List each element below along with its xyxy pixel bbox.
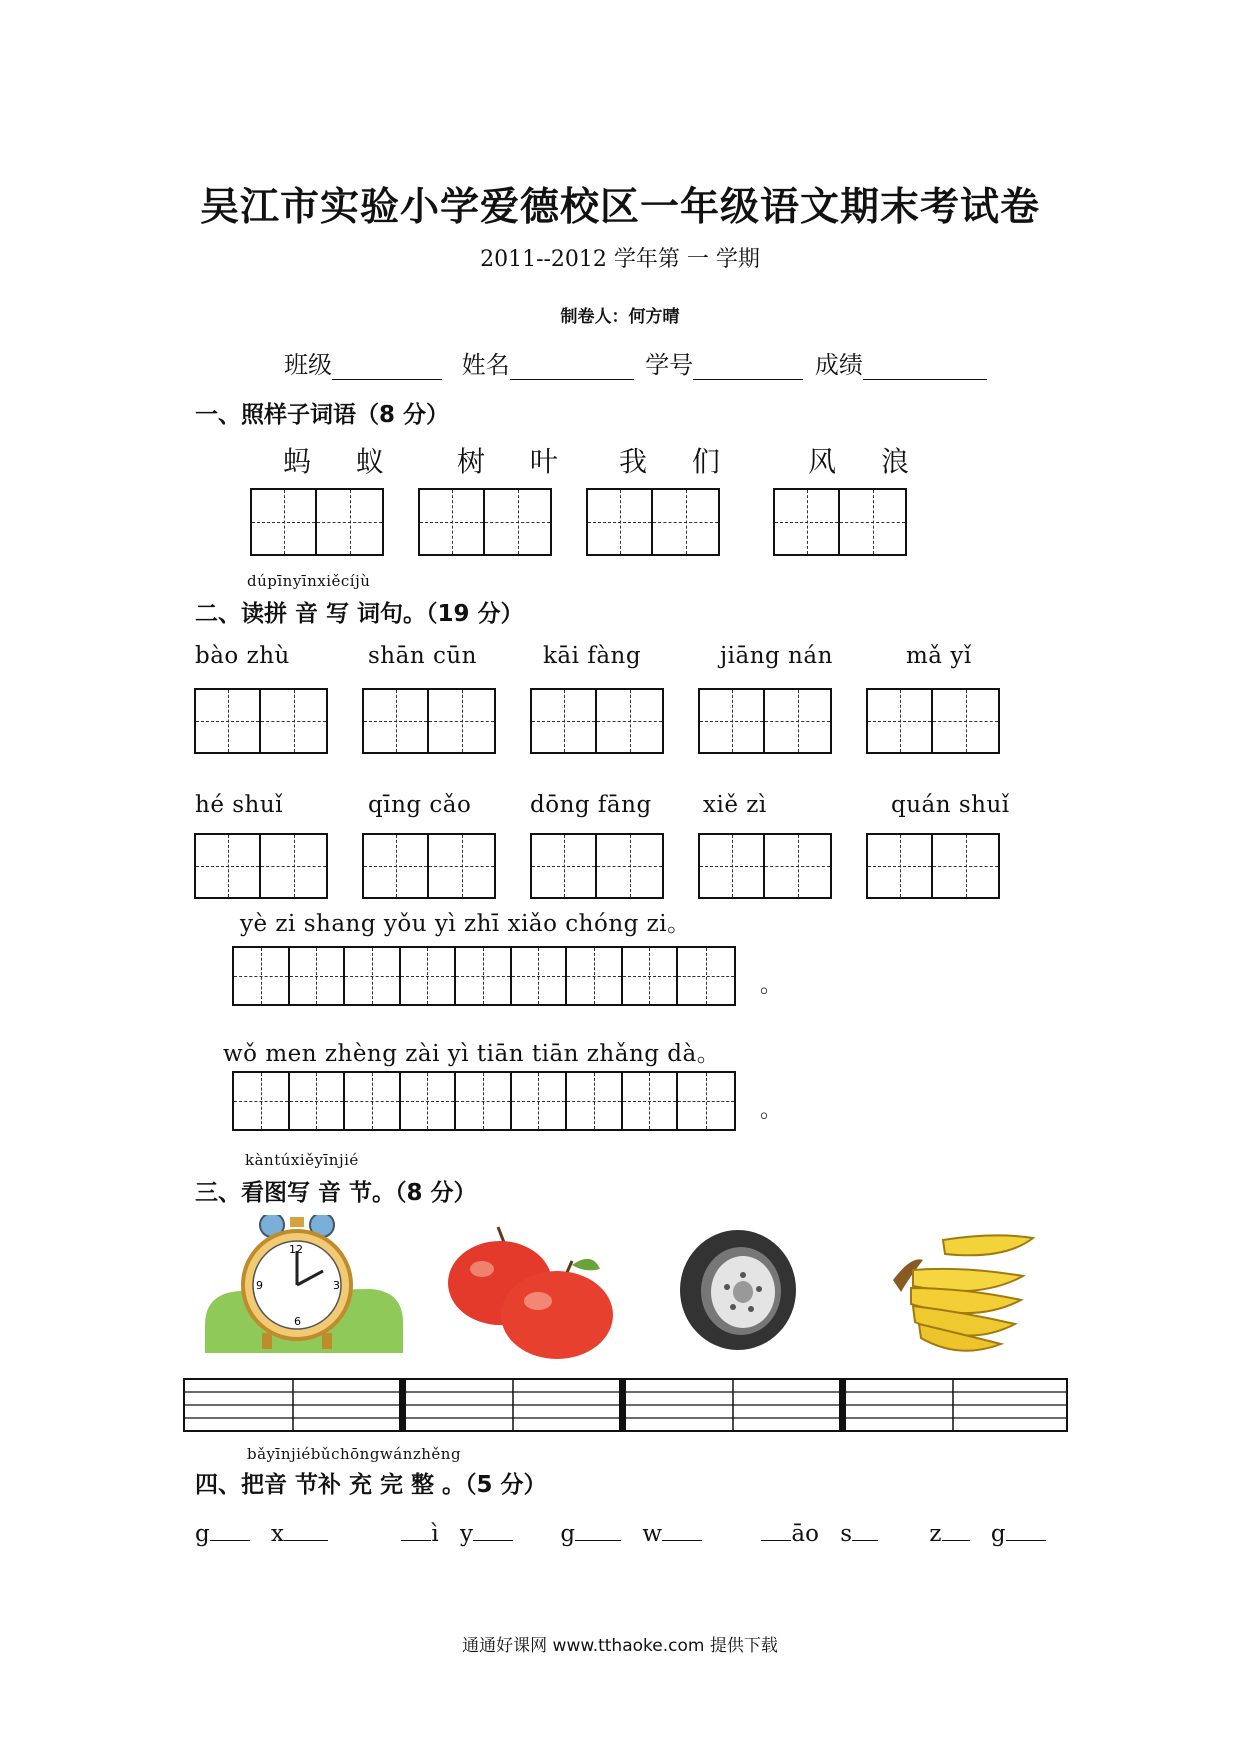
section1-heading: 一、照样子词语（8 分） bbox=[195, 402, 450, 428]
example-word: 蚂 蚁 bbox=[283, 445, 402, 478]
banana-icon bbox=[943, 1235, 1033, 1255]
writing-grid[interactable] bbox=[362, 833, 496, 899]
writing-grid[interactable] bbox=[194, 833, 328, 899]
syllable-item[interactable]: g bbox=[991, 1521, 1046, 1547]
syllable-item[interactable]: g bbox=[560, 1521, 621, 1547]
score-label: 成绩 bbox=[814, 351, 863, 379]
student-info-row bbox=[284, 345, 991, 380]
writing-grid[interactable] bbox=[362, 688, 496, 754]
syllable-item[interactable]: y bbox=[460, 1521, 513, 1547]
svg-text:6: 6 bbox=[294, 1315, 301, 1328]
section3-heading: 三、看图写 音 节。（8 分） bbox=[195, 1180, 477, 1206]
pinyin-word: bào zhù bbox=[195, 643, 290, 669]
pinyin-word: qīng cǎo bbox=[368, 792, 472, 818]
grid-cell[interactable] bbox=[623, 1073, 679, 1129]
pinyin-word: dōng fāng bbox=[530, 792, 652, 818]
page-title: 吴江市实验小学爱德校区一年级语文期末考试卷 bbox=[199, 185, 1040, 230]
writing-grid[interactable] bbox=[530, 833, 664, 899]
section4-pinyin-hint: bǎyīnjiébǔchōngwánzhěng bbox=[247, 1445, 462, 1463]
sentence-writing-grid[interactable] bbox=[232, 946, 736, 1006]
apples-picture bbox=[440, 1225, 620, 1360]
writing-grid[interactable] bbox=[866, 833, 1000, 899]
pinyin-word: jiāng nán bbox=[720, 643, 833, 669]
grid-cell[interactable] bbox=[567, 1073, 623, 1129]
term-label: 2011--2012 学年第 一 学期 bbox=[480, 247, 760, 272]
syllable-item[interactable]: ì bbox=[401, 1521, 438, 1547]
pinyin-word: kāi fàng bbox=[543, 643, 642, 669]
grid-cell[interactable] bbox=[456, 948, 512, 1004]
syllable-item[interactable]: āo bbox=[761, 1521, 819, 1547]
grid-cell[interactable] bbox=[456, 1073, 512, 1129]
example-word: 我 们 bbox=[619, 445, 738, 478]
grid-cell[interactable] bbox=[234, 1073, 290, 1129]
syllable-item[interactable]: w bbox=[642, 1521, 702, 1547]
four-line-writing-grid[interactable] bbox=[183, 1378, 1068, 1432]
student-number-blank[interactable] bbox=[693, 351, 803, 380]
class-label: 班级 bbox=[284, 351, 332, 379]
writing-grid[interactable] bbox=[194, 688, 328, 754]
grid-cell[interactable] bbox=[678, 948, 734, 1004]
pinyin-word: hé shuǐ bbox=[195, 792, 284, 818]
example-word: 树 叶 bbox=[457, 445, 576, 478]
grid-cell[interactable] bbox=[623, 948, 679, 1004]
grid-cell[interactable] bbox=[401, 948, 457, 1004]
pinyin-word: quán shuǐ bbox=[891, 792, 1010, 818]
pinyin-word: shān cūn bbox=[368, 643, 477, 669]
grid-cell[interactable] bbox=[678, 1073, 734, 1129]
writing-grid[interactable] bbox=[773, 488, 907, 556]
grid-cell[interactable] bbox=[345, 1073, 401, 1129]
grid-cell[interactable] bbox=[512, 1073, 568, 1129]
grid-cell[interactable] bbox=[512, 948, 568, 1004]
grid-cell[interactable] bbox=[234, 948, 290, 1004]
sentence-writing-grid[interactable] bbox=[232, 1071, 736, 1131]
section2-heading: 二、读拼 音 写 词句。（19 分） bbox=[195, 601, 524, 627]
pinyin-word: xiě zì bbox=[703, 792, 767, 818]
section3-pinyin-hint: kàntúxiěyīnjié bbox=[245, 1151, 359, 1169]
student-number-label: 学号 bbox=[645, 351, 694, 379]
class-blank[interactable] bbox=[332, 351, 442, 380]
svg-text:3: 3 bbox=[333, 1279, 340, 1292]
writing-grid[interactable] bbox=[250, 488, 384, 556]
writing-grid[interactable] bbox=[418, 488, 552, 556]
syllable-item[interactable]: g bbox=[195, 1521, 250, 1547]
section2-pinyin-hint: dúpīnyīnxiěcíjù bbox=[247, 572, 371, 590]
name-blank[interactable] bbox=[510, 351, 634, 380]
sentence-period: 。 bbox=[760, 973, 783, 998]
writing-grid[interactable] bbox=[866, 688, 1000, 754]
grid-cell[interactable] bbox=[290, 948, 346, 1004]
pinyin-word: mǎ yǐ bbox=[906, 643, 972, 669]
sentence-pinyin: wǒ men zhèng zài yì tiān tiān zhǎng dà。 bbox=[223, 1041, 721, 1067]
syllable-completion-row bbox=[195, 1518, 1046, 1547]
writing-grid[interactable] bbox=[698, 688, 832, 754]
apple-icon bbox=[501, 1271, 613, 1359]
score-blank[interactable] bbox=[863, 351, 987, 380]
footer-text: 通通好课网 www.tthaoke.com 提供下载 bbox=[462, 1636, 778, 1656]
example-word: 风 浪 bbox=[808, 445, 927, 478]
writing-grid[interactable] bbox=[530, 688, 664, 754]
sentence-pinyin: yè zi shang yǒu yì zhī xiǎo chóng zi。 bbox=[240, 911, 691, 937]
name-label: 姓名 bbox=[461, 351, 510, 379]
author-label: 制卷人：何方晴 bbox=[560, 307, 680, 327]
alarm-clock-picture bbox=[200, 1215, 405, 1355]
syllable-item[interactable]: z bbox=[929, 1521, 969, 1547]
svg-text:9: 9 bbox=[256, 1279, 263, 1292]
writing-grid[interactable] bbox=[586, 488, 720, 556]
grid-cell[interactable] bbox=[345, 948, 401, 1004]
syllable-item[interactable]: x bbox=[271, 1521, 328, 1547]
grid-cell[interactable] bbox=[401, 1073, 457, 1129]
section4-heading: 四、把音 节补 充 完 整 。（5 分） bbox=[195, 1472, 547, 1498]
bananas-picture bbox=[883, 1230, 1038, 1355]
grid-cell[interactable] bbox=[290, 1073, 346, 1129]
grid-cell[interactable] bbox=[567, 948, 623, 1004]
sentence-period: 。 bbox=[760, 1098, 783, 1123]
syllable-item[interactable]: s bbox=[840, 1521, 878, 1547]
svg-text:12: 12 bbox=[289, 1243, 303, 1256]
tire-picture bbox=[673, 1225, 803, 1355]
writing-grid[interactable] bbox=[698, 833, 832, 899]
